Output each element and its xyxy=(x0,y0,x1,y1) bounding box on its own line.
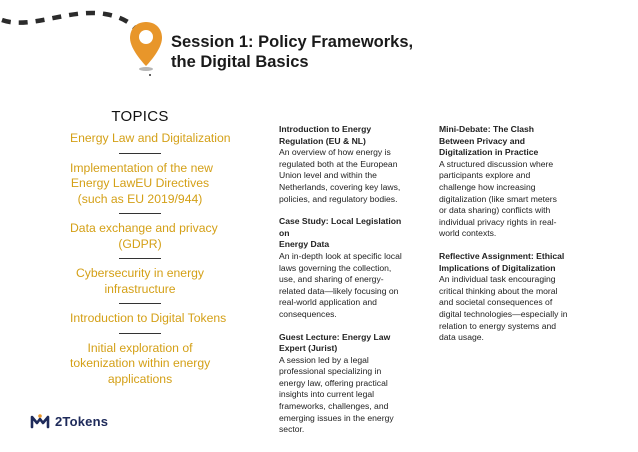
session-block-body-line: challenge how increasing xyxy=(439,181,536,192)
logo xyxy=(30,413,108,429)
session-title-line2: the Digital Basics xyxy=(171,53,309,71)
session-block-title-line: Regulation (EU & NL) xyxy=(279,135,366,146)
session-block-title-line: Between Privacy and xyxy=(439,135,525,146)
topic-item-line: (such as EU 2019/944) xyxy=(77,191,203,206)
session-block-body-line: digital technologies—especially in xyxy=(439,308,568,319)
sessions-column-right xyxy=(439,124,571,355)
session-block-body-line: individual privacy rights in real- xyxy=(439,216,557,227)
topic-divider xyxy=(119,213,161,214)
session-block-body-line: energy law, offering practical xyxy=(279,377,388,388)
topic-divider xyxy=(119,153,161,154)
topic-divider xyxy=(119,303,161,304)
session-block-body-line: relation to energy systems and xyxy=(439,320,557,331)
session-block-body-line: or data sharing) conflicts with xyxy=(439,205,551,216)
topics-heading: TOPICS xyxy=(111,108,169,125)
topic-item xyxy=(70,341,210,388)
session-block-body-line: An overview of how energy is xyxy=(279,147,391,158)
session-block-body-line: use, and sharing of energy- xyxy=(279,274,384,285)
session-block-body-line: insights into current legal xyxy=(279,389,375,400)
session-block-body-line: real-world application and xyxy=(279,297,377,308)
topic-item xyxy=(70,311,227,327)
topic-item-line: (GDPR) xyxy=(118,236,162,251)
session-block-title-line: Guest Lecture: Energy Law xyxy=(279,331,391,342)
topic-item-line: tokenization within energy xyxy=(70,356,211,370)
topic-item-line: Energy Law and Digitalization xyxy=(70,131,231,145)
session-block-body-line: policies, and regulatory bodies. xyxy=(279,193,398,204)
session-block-body-line: frameworks, challenges, and xyxy=(279,401,389,412)
session-block-body-line: consequences. xyxy=(279,308,337,319)
topic-item xyxy=(70,160,213,208)
session-block-body-line: emerging issues in the energy xyxy=(279,412,394,423)
topic-item-line: Implementation of the new xyxy=(70,160,213,175)
topic-item-line: Cybersecurity in energy xyxy=(75,266,205,280)
session-block-body-line: Union level and within the xyxy=(279,170,377,181)
topic-item xyxy=(70,131,231,147)
sessions-column-middle xyxy=(279,124,411,447)
session-block-body-line: critical thinking about the moral xyxy=(439,285,558,296)
topic-item-line: infrastructure xyxy=(104,281,176,296)
session-block-title-line: Digitalization in Practice xyxy=(439,147,539,158)
session-block-title-line: Mini-Debate: The Clash xyxy=(439,124,535,134)
map-pin-icon xyxy=(128,20,164,78)
2tokens-logo-icon xyxy=(30,413,50,429)
session-block-body-line: sector. xyxy=(279,424,305,435)
session-block-title-line: Energy Data xyxy=(279,239,330,250)
topic-divider xyxy=(119,333,161,334)
session-block-body-line: A session led by a legal xyxy=(279,354,369,365)
session-block-body-line: laws governing the collection, xyxy=(279,262,392,273)
session-block-body-line: related data—likely focusing on xyxy=(279,285,399,296)
session-block-title-line: Reflective Assignment: Ethical xyxy=(439,250,565,261)
session-block-body-line: digitalization (like smart meters xyxy=(439,193,557,204)
session-block-body-line: An in-depth look at specific local xyxy=(279,250,402,261)
topic-item-line: Energy LawEU Directives xyxy=(70,176,210,190)
topics-list xyxy=(70,131,231,387)
session-block xyxy=(439,251,571,344)
session-block-body-line: professional specializing in xyxy=(279,366,382,377)
topic-item-line: Data exchange and privacy xyxy=(70,221,218,235)
logo-text: 2Tokens xyxy=(55,413,109,429)
session-block-body-line: An individual task encouraging xyxy=(439,274,556,285)
session-block xyxy=(279,124,411,205)
topic-item-line: Initial exploration of xyxy=(87,340,193,355)
session-block-body-line: A structured discussion where xyxy=(439,158,554,169)
session-block-title-line: Introduction to Energy xyxy=(279,124,372,134)
session-block-body-line: world contexts. xyxy=(439,228,497,239)
session-title xyxy=(171,32,413,72)
topic-item-line: Introduction to Digital Tokens xyxy=(70,311,227,325)
session-block-body-line: Netherlands, covering key laws, xyxy=(279,181,401,192)
session-block xyxy=(279,216,411,320)
session-block-body-line: participants explore and xyxy=(439,170,531,181)
session-block-body-line: regulated both at the European xyxy=(279,158,398,169)
session-block-body-line: data usage. xyxy=(439,332,484,343)
session-block-title-line: Implications of Digitalization xyxy=(439,262,556,273)
topic-item xyxy=(70,221,218,252)
session-block xyxy=(439,124,571,240)
topic-divider xyxy=(119,258,161,259)
session-block-title-line: Expert (Jurist) xyxy=(279,343,338,354)
session-block xyxy=(279,332,411,436)
topic-item-line: applications xyxy=(107,371,173,386)
session-block-title-line: Case Study: Local Legislation on xyxy=(279,216,402,238)
topic-item xyxy=(70,266,210,297)
session-block-body-line: and societal consequences of xyxy=(439,297,553,308)
session-title-line1: Session 1: Policy Frameworks, xyxy=(171,33,414,51)
